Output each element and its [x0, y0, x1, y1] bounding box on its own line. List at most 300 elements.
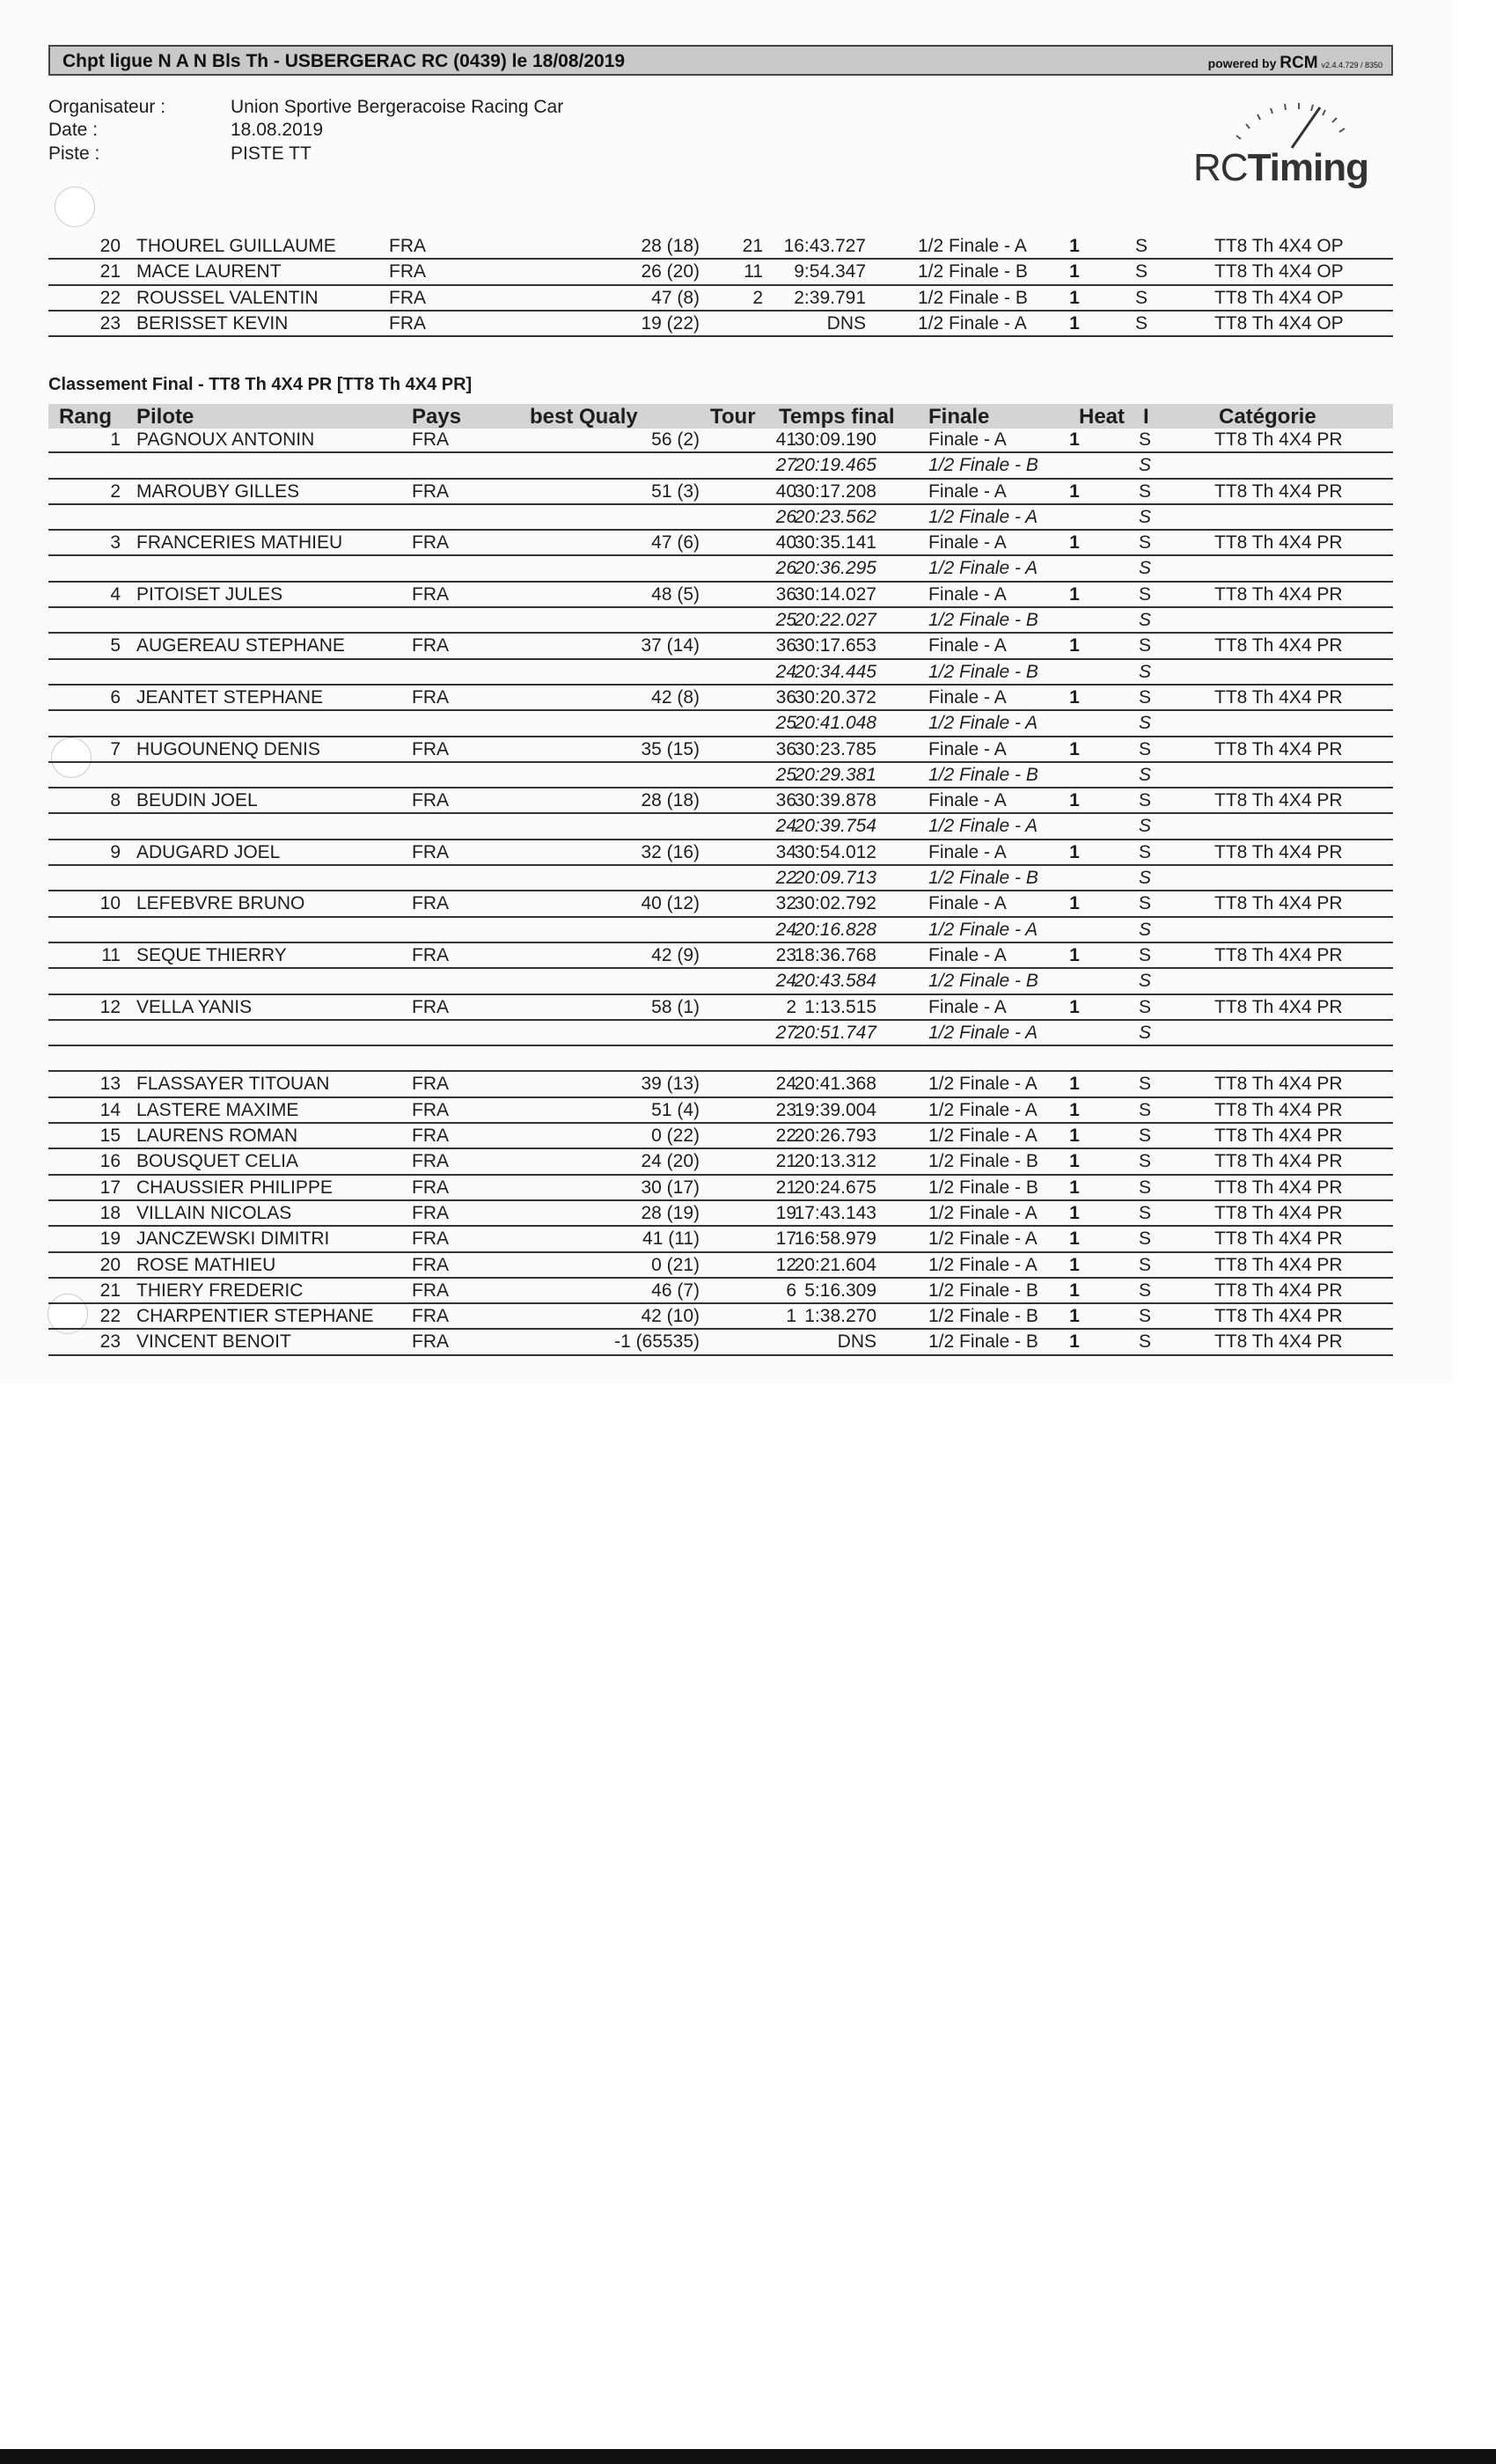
cell-i: S [1138, 1126, 1151, 1147]
cell-pilote: HUGOUNENQ DENIS [136, 738, 320, 759]
date-value: 18.08.2019 [231, 120, 324, 140]
col-finale: Finale [928, 405, 990, 429]
cell-pays: FRA [412, 1151, 449, 1172]
cell-pays: FRA [412, 1228, 449, 1250]
cell-temps: 20:41.368 [794, 1074, 876, 1095]
cell-rang: 14 [99, 1099, 121, 1120]
cell-heat: 1 [1069, 635, 1080, 656]
cell-categorie: TT8 Th 4X4 PR [1214, 1280, 1343, 1301]
cell-rang: 10 [99, 893, 121, 914]
table-row [48, 1201, 1393, 1227]
cell-pilote: MAROUBY GILLES [136, 480, 300, 502]
cell-pilote: BEUDIN JOEL [136, 790, 258, 811]
table-row [48, 583, 1393, 608]
table-row [48, 943, 1393, 969]
cell-finale: 1/2 Finale - A [928, 1126, 1038, 1147]
cell-tour: 24 [775, 661, 796, 682]
cell-tour: 27 [775, 1022, 796, 1043]
cell-pilote: THOUREL GUILLAUME [136, 236, 336, 256]
cell-temps: 20:36.295 [794, 558, 876, 579]
powered-by [1208, 54, 1382, 73]
cell-tour: 41 [775, 429, 796, 450]
cell-temps: 30:39.878 [794, 790, 876, 811]
cell-i: S [1138, 996, 1151, 1017]
cell-best-qualy: -1 (65535) [614, 1331, 700, 1353]
cell-finale: Finale - A [928, 686, 1007, 708]
cell-rang: 6 [110, 686, 121, 708]
powered-by-label: powered by [1207, 56, 1277, 70]
cell-tour: 27 [775, 455, 796, 476]
cell-pays: FRA [412, 1331, 449, 1353]
cell-tour: 2 [786, 996, 796, 1017]
cell-finale: Finale - A [928, 893, 1007, 914]
op-results-table [48, 234, 1393, 337]
cell-i: S [1138, 841, 1151, 862]
cell-temps: 20:24.675 [794, 1177, 876, 1198]
cell-tour: 36 [775, 790, 796, 811]
cell-finale: Finale - A [928, 996, 1007, 1017]
cell-finale: 1/2 Finale - B [928, 1306, 1038, 1327]
cell-rang: 9 [110, 841, 121, 862]
table-row [48, 1279, 1393, 1304]
cell-temps: 17:43.143 [794, 1202, 876, 1223]
cell-pays: FRA [412, 686, 449, 708]
cell-heat: 1 [1069, 1254, 1080, 1275]
cell-i: S [1138, 506, 1151, 527]
cell-finale: 1/2 Finale - A [928, 713, 1038, 734]
cell-tour: 24 [775, 1074, 796, 1095]
cell-i: S [1138, 868, 1151, 889]
cell-heat: 1 [1069, 1099, 1080, 1120]
cell-i: S [1138, 583, 1151, 605]
punch-hole [55, 187, 95, 227]
cell-i: S [1138, 1331, 1151, 1353]
cell-pays: FRA [412, 1254, 449, 1275]
cell-tour: 19 [775, 1202, 796, 1223]
table-row [48, 531, 1393, 556]
cell-categorie: TT8 Th 4X4 OP [1214, 261, 1344, 282]
cell-i: S [1138, 686, 1151, 708]
cell-pays: FRA [412, 1074, 449, 1095]
table-row [48, 1304, 1393, 1330]
cell-temps: 5:16.309 [804, 1280, 876, 1301]
cell-temps: 30:09.190 [794, 429, 876, 450]
cell-finale: 1/2 Finale - A [928, 506, 1038, 527]
cell-categorie: TT8 Th 4X4 PR [1214, 1126, 1343, 1147]
table-row [48, 312, 1393, 337]
cell-temps: 20:39.754 [794, 816, 876, 837]
cell-best-qualy: 28 (18) [641, 236, 700, 256]
cell-temps: 20:43.584 [794, 971, 876, 992]
cell-finale: Finale - A [928, 583, 1007, 605]
cell-i: S [1138, 764, 1151, 785]
cell-pilote: SEQUE THIERRY [136, 944, 287, 965]
cell-best-qualy: 42 (10) [641, 1306, 700, 1327]
cell-pays: FRA [412, 738, 449, 759]
cell-heat: 1 [1069, 1280, 1080, 1301]
cell-best-qualy: 56 (2) [651, 429, 700, 450]
cell-heat: 1 [1069, 236, 1080, 256]
cell-best-qualy: 41 (11) [642, 1228, 700, 1250]
cell-rang: 21 [99, 1280, 121, 1301]
cell-categorie: TT8 Th 4X4 PR [1214, 686, 1343, 708]
cell-heat: 1 [1069, 312, 1080, 334]
cell-temps: 20:51.747 [794, 1022, 876, 1043]
cell-rang: 18 [99, 1202, 121, 1223]
table-row [48, 1227, 1393, 1252]
cell-tour: 23 [775, 1099, 796, 1120]
cell-finale: Finale - A [928, 738, 1007, 759]
cell-pays: FRA [412, 944, 449, 965]
cell-categorie: TT8 Th 4X4 PR [1214, 1177, 1343, 1198]
cell-tour: 40 [775, 532, 796, 554]
cell-heat: 1 [1069, 790, 1080, 811]
cell-finale: Finale - A [928, 429, 1007, 450]
cell-tour: 11 [744, 261, 763, 282]
cell-temps: 20:19.465 [794, 455, 876, 476]
cell-pilote: CHARPENTIER STEPHANE [136, 1306, 374, 1327]
cell-i: S [1138, 455, 1151, 476]
cell-temps: 20:22.027 [794, 610, 876, 631]
cell-heat: 1 [1069, 686, 1080, 708]
cell-best-qualy: 42 (8) [651, 686, 700, 708]
cell-temps: 16:58.979 [794, 1228, 876, 1250]
results-header [48, 404, 1393, 429]
cell-best-qualy: 37 (14) [641, 635, 700, 656]
cell-pays: FRA [389, 261, 426, 282]
table-sub-row [48, 608, 1393, 634]
logo-rc: RC [1193, 146, 1248, 189]
table-sub-row [48, 505, 1393, 531]
cell-finale: 1/2 Finale - B [928, 455, 1038, 476]
title-bar [48, 45, 1393, 76]
cell-temps: 30:54.012 [794, 841, 876, 862]
table-row [48, 234, 1393, 260]
cell-categorie: TT8 Th 4X4 PR [1214, 738, 1343, 759]
cell-tour: 1 [786, 1306, 796, 1327]
cell-heat: 1 [1069, 1306, 1080, 1327]
cell-rang: 23 [99, 312, 121, 334]
cell-rang: 23 [99, 1331, 121, 1353]
cell-categorie: TT8 Th 4X4 PR [1214, 583, 1343, 605]
cell-heat: 1 [1069, 1202, 1080, 1223]
cell-pays: FRA [412, 635, 449, 656]
cell-i: S [1138, 1228, 1151, 1250]
cell-pays: FRA [412, 790, 449, 811]
cell-heat: 1 [1069, 480, 1080, 502]
cell-i: S [1138, 1280, 1151, 1301]
cell-pilote: BOUSQUET CELIA [136, 1151, 298, 1172]
cell-temps: 20:23.562 [794, 506, 876, 527]
cell-pilote: LEFEBVRE BRUNO [136, 893, 305, 914]
table-row [48, 1253, 1393, 1279]
cell-i: S [1138, 919, 1151, 940]
cell-pays: FRA [412, 1202, 449, 1223]
cell-pays: FRA [412, 583, 449, 605]
cell-pilote: JANCZEWSKI DIMITRI [136, 1228, 330, 1250]
cell-categorie: TT8 Th 4X4 PR [1214, 944, 1343, 965]
cell-categorie: TT8 Th 4X4 PR [1214, 1306, 1343, 1327]
cell-finale: 1/2 Finale - B [928, 1331, 1038, 1353]
cell-i: S [1138, 480, 1151, 502]
table-sub-row [48, 1021, 1393, 1046]
cell-rang: 2 [110, 480, 121, 502]
cell-i: S [1134, 236, 1148, 256]
cell-heat: 1 [1069, 1151, 1080, 1172]
cell-finale: Finale - A [928, 841, 1007, 862]
cell-best-qualy: 42 (9) [651, 944, 700, 965]
col-temps-final: Temps final [779, 405, 895, 429]
cell-rang: 8 [110, 790, 121, 811]
cell-heat: 1 [1069, 996, 1080, 1017]
cell-categorie: TT8 Th 4X4 OP [1214, 236, 1344, 256]
cell-pilote: ADUGARD JOEL [136, 841, 281, 862]
cell-rang: 4 [110, 583, 121, 605]
piste-label: Piste : [48, 143, 100, 164]
cell-categorie: TT8 Th 4X4 PR [1214, 532, 1343, 554]
cell-temps: 30:20.372 [794, 686, 876, 708]
cell-heat: 1 [1069, 893, 1080, 914]
cell-finale: 1/2 Finale - A [928, 1022, 1038, 1043]
table-row [48, 1330, 1393, 1355]
cell-categorie: TT8 Th 4X4 PR [1214, 790, 1343, 811]
cell-pays: FRA [412, 1177, 449, 1198]
table-row [48, 891, 1393, 917]
cell-i: S [1138, 1022, 1151, 1043]
table-sub-row [48, 556, 1393, 582]
col-pilote: Pilote [136, 405, 194, 429]
cell-best-qualy: 35 (15) [641, 738, 700, 759]
cell-rang: 16 [99, 1151, 121, 1172]
cell-temps: 1:38.270 [804, 1306, 876, 1327]
cell-pilote: VINCENT BENOIT [136, 1331, 291, 1353]
cell-finale: 1/2 Finale - B [928, 661, 1038, 682]
cell-pilote: FRANCERIES MATHIEU [136, 532, 343, 554]
cell-best-qualy: 19 (22) [641, 312, 700, 334]
cell-best-qualy: 28 (18) [641, 790, 700, 811]
cell-i: S [1138, 971, 1151, 992]
cell-i: S [1138, 610, 1151, 631]
cell-tour: 6 [786, 1280, 796, 1301]
cell-finale: 1/2 Finale - A [928, 558, 1038, 579]
organisateur-label: Organisateur : [48, 97, 166, 117]
table-sub-row [48, 866, 1393, 891]
cell-best-qualy: 48 (5) [651, 583, 700, 605]
cell-pays: FRA [412, 1099, 449, 1120]
cell-finale: 1/2 Finale - B [928, 1177, 1038, 1198]
cell-finale: 1/2 Finale - A [928, 1228, 1038, 1250]
cell-finale: 1/2 Finale - B [918, 287, 1028, 308]
cell-i: S [1138, 429, 1151, 450]
cell-categorie: TT8 Th 4X4 PR [1214, 1331, 1343, 1353]
table-row [48, 788, 1393, 814]
cell-categorie: TT8 Th 4X4 PR [1214, 635, 1343, 656]
cell-i: S [1138, 816, 1151, 837]
col-rang: Rang [59, 405, 112, 429]
cell-best-qualy: 47 (8) [651, 287, 700, 308]
cell-rang: 3 [110, 532, 121, 554]
cell-categorie: TT8 Th 4X4 PR [1214, 429, 1343, 450]
cell-best-qualy: 26 (20) [641, 261, 700, 282]
cell-rang: 13 [99, 1074, 121, 1095]
cell-temps: 20:29.381 [794, 764, 876, 785]
cell-i: S [1138, 1074, 1151, 1095]
table-row [48, 260, 1393, 285]
cell-pilote: THIERY FREDERIC [136, 1280, 304, 1301]
cell-rang: 21 [99, 261, 121, 282]
cell-i: S [1138, 1177, 1151, 1198]
cell-best-qualy: 30 (17) [641, 1177, 700, 1198]
cell-best-qualy: 51 (4) [651, 1099, 700, 1120]
cell-finale: Finale - A [928, 532, 1007, 554]
cell-tour: 36 [775, 635, 796, 656]
cell-pilote: LASTERE MAXIME [136, 1099, 299, 1120]
cell-categorie: TT8 Th 4X4 PR [1214, 1074, 1343, 1095]
cell-finale: 1/2 Finale - A [928, 1074, 1038, 1095]
cell-pays: FRA [412, 1126, 449, 1147]
col-pays: Pays [412, 405, 462, 429]
cell-i: S [1134, 261, 1148, 282]
cell-pilote: VELLA YANIS [136, 996, 253, 1017]
cell-heat: 1 [1069, 1331, 1080, 1353]
table-row [48, 1176, 1393, 1201]
cell-finale: Finale - A [928, 944, 1007, 965]
cell-temps: 19:39.004 [794, 1099, 876, 1120]
cell-temps: 2:39.791 [794, 287, 866, 308]
cell-heat: 1 [1069, 1126, 1080, 1147]
cell-rang: 5 [110, 635, 121, 656]
cell-finale: 1/2 Finale - A [918, 312, 1027, 334]
cell-finale: 1/2 Finale - A [928, 1202, 1038, 1223]
cell-pilote: FLASSAYER TITOUAN [136, 1074, 330, 1095]
cell-finale: 1/2 Finale - B [928, 610, 1038, 631]
cell-rang: 17 [99, 1177, 121, 1198]
cell-temps: 30:14.027 [794, 583, 876, 605]
cell-heat: 1 [1069, 583, 1080, 605]
cell-i: S [1138, 738, 1151, 759]
cell-categorie: TT8 Th 4X4 PR [1214, 996, 1343, 1017]
cell-rang: 7 [110, 738, 121, 759]
table-sub-row [48, 453, 1393, 479]
cell-finale: Finale - A [928, 480, 1007, 502]
cell-tour: 23 [775, 944, 796, 965]
cell-rang: 19 [99, 1228, 121, 1250]
cell-finale: 1/2 Finale - A [928, 1254, 1038, 1275]
scan-bottom-edge [0, 2449, 1496, 2464]
col-tour: Tour [710, 405, 756, 429]
cell-temps: 20:16.828 [794, 919, 876, 940]
cell-pays: FRA [412, 532, 449, 554]
logo-timing: Timing [1247, 146, 1368, 189]
cell-finale: 1/2 Finale - B [928, 971, 1038, 992]
cell-tour: 21 [775, 1177, 796, 1198]
cell-finale: Finale - A [928, 635, 1007, 656]
cell-heat: 1 [1069, 738, 1080, 759]
cell-temps: 30:17.653 [794, 635, 876, 656]
cell-tour: 26 [775, 506, 796, 527]
cell-i: S [1138, 944, 1151, 965]
cell-pays: FRA [412, 893, 449, 914]
section-title: Classement Final - TT8 Th 4X4 PR [TT8 Th 4X4 PR] [48, 375, 473, 394]
cell-pays: FRA [389, 287, 426, 308]
cell-rang: 22 [99, 287, 121, 308]
cell-pays: FRA [412, 996, 449, 1017]
cell-best-qualy: 24 (20) [641, 1151, 700, 1172]
cell-heat: 1 [1069, 429, 1080, 450]
rcm-label: RCM [1280, 54, 1318, 72]
table-row [48, 480, 1393, 505]
table-row [48, 286, 1393, 312]
cell-temps: 20:09.713 [794, 868, 876, 889]
cell-finale: 1/2 Finale - A [928, 919, 1038, 940]
cell-i: S [1138, 790, 1151, 811]
cell-tour: 12 [775, 1254, 796, 1275]
cell-categorie: TT8 Th 4X4 PR [1214, 1151, 1343, 1172]
table-row [48, 1098, 1393, 1124]
cell-tour: 22 [775, 1126, 796, 1147]
cell-best-qualy: 51 (3) [651, 480, 700, 502]
table-sub-row [48, 711, 1393, 737]
cell-temps: 30:02.792 [794, 893, 876, 914]
table-row [48, 634, 1393, 659]
cell-i: S [1134, 287, 1148, 308]
col-i: I [1143, 405, 1149, 429]
cell-tour: 24 [775, 971, 796, 992]
cell-temps: 20:26.793 [794, 1126, 876, 1147]
cell-i: S [1138, 893, 1151, 914]
table-row [48, 995, 1393, 1021]
cell-pilote: MACE LAURENT [136, 261, 282, 282]
table-row [48, 840, 1393, 866]
cell-heat: 1 [1069, 944, 1080, 965]
cell-rang: 1 [110, 429, 121, 450]
cell-best-qualy: 28 (19) [641, 1202, 700, 1223]
cell-pays: FRA [389, 312, 426, 334]
cell-heat: 1 [1069, 287, 1080, 308]
cell-heat: 1 [1069, 1074, 1080, 1095]
cell-finale: 1/2 Finale - B [928, 868, 1038, 889]
cell-temps: 20:21.604 [794, 1254, 876, 1275]
cell-pilote: BERISSET KEVIN [136, 312, 289, 334]
cell-categorie: TT8 Th 4X4 PR [1214, 1202, 1343, 1223]
col-heat: Heat [1079, 405, 1126, 429]
cell-tour: 26 [775, 558, 796, 579]
organisateur-value: Union Sportive Bergeracoise Racing Car [231, 97, 564, 117]
cell-temps: 30:23.785 [794, 738, 876, 759]
cell-pilote: ROSE MATHIEU [136, 1254, 276, 1275]
cell-best-qualy: 39 (13) [641, 1074, 700, 1095]
cell-pilote: PAGNOUX ANTONIN [136, 429, 315, 450]
cell-categorie: TT8 Th 4X4 PR [1214, 480, 1343, 502]
cell-temps: 16:43.727 [783, 236, 866, 256]
cell-heat: 1 [1069, 1177, 1080, 1198]
table-sub-row [48, 763, 1393, 788]
cell-tour: 25 [775, 610, 796, 631]
cell-finale: 1/2 Finale - B [928, 1151, 1038, 1172]
cell-finale: 1/2 Finale - A [928, 1099, 1038, 1120]
cell-pays: FRA [412, 429, 449, 450]
cell-temps: DNS [826, 312, 866, 334]
cell-best-qualy: 40 (12) [641, 893, 700, 914]
cell-categorie: TT8 Th 4X4 OP [1214, 312, 1344, 334]
cell-tour: 24 [775, 919, 796, 940]
cell-i: S [1138, 713, 1151, 734]
table-row [48, 1072, 1393, 1097]
date-label: Date : [48, 120, 99, 140]
cell-best-qualy: 46 (7) [651, 1280, 700, 1301]
cell-finale: 1/2 Finale - B [918, 261, 1028, 282]
cell-tour: 24 [775, 816, 796, 837]
